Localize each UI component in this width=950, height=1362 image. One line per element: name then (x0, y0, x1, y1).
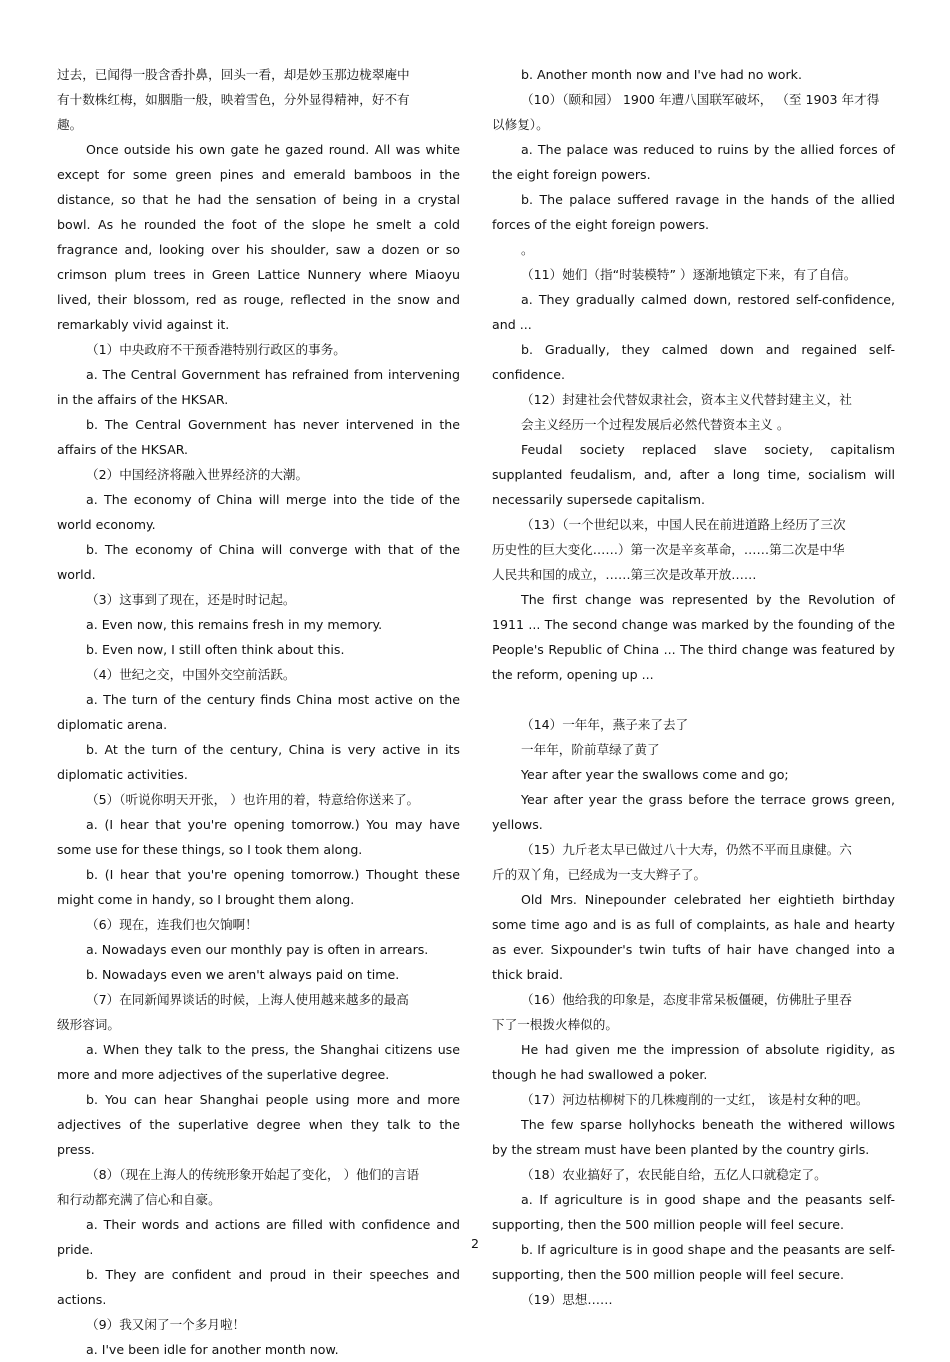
english-translation-paragraph: b. The Central Government has never intervened in the affairs of the HKSAR. (57, 417, 460, 457)
english-translation-paragraph: a. If agriculture is in good shape and the peasants self-supporting, then the 500 million people will feel secure. (492, 1192, 895, 1232)
chinese-source-line: （8）（现在上海人的传统形象开始起了变化， ）他们的言语 (86, 1167, 420, 1182)
english-translation-paragraph: Old Mrs. Ninepounder celebrated her eightieth birthday some time ago and is as full of complaints, as hale and hearty as ever. Sixpounder's twin tufts of hair have changed into a thick braid. (492, 892, 895, 982)
chinese-source-line: （19）思想…… (521, 1292, 613, 1307)
chinese-source-line: 下了一根拨火棒似的。 (492, 1017, 618, 1032)
chinese-source-line: （2）中国经济将融入世界经济的大潮。 (86, 467, 309, 482)
chinese-source-line: （17）河边枯柳树下的几株瘦削的一丈红， 该是村女种的吧。 (521, 1092, 869, 1107)
chinese-source-line: 趣。 (57, 117, 83, 132)
chinese-source-line: 历史性的巨大变化……）第一次是辛亥革命，……第二次是中华 (492, 542, 845, 557)
english-translation-paragraph: a. They gradually calmed down, restored self-confidence, and ... (492, 292, 895, 332)
english-translation-paragraph: b. They are confident and proud in their speeches and actions. (57, 1267, 460, 1307)
page-number: 2 (470, 1236, 479, 1251)
english-translation-paragraph: b. At the turn of the century, China is very active in its diplomatic activities. (57, 742, 460, 782)
chinese-source-line: （13）（一个世纪以来，中国人民在前进道路上经历了三次 (521, 517, 846, 532)
english-translation-paragraph: Feudal society replaced slave society, capitalism supplanted feudalism, and, after a long time, socialism will necessarily supersede capitalism. (492, 442, 895, 507)
chinese-source-line: （1）中央政府不干预香港特别行政区的事务。 (86, 342, 346, 357)
english-translation-paragraph: a. Even now, this remains fresh in my memory. (86, 617, 383, 632)
chinese-source-line: （15）九斤老太早已做过八十大寿，仍然不平而且康健。六 (521, 842, 852, 857)
blank-line (492, 687, 895, 712)
chinese-source-line: （5）（听说你明天开张， ）也许用的着，特意给你送来了。 (86, 792, 420, 807)
english-translation-paragraph: b. Nowadays even we aren't always paid on time. (86, 967, 400, 982)
chinese-source-line: 过去，已闻得一股含香扑鼻，回头一看，却是妙玉那边栊翠庵中 (57, 67, 410, 82)
english-translation-paragraph: a. Their words and actions are filled with confidence and pride. (57, 1217, 460, 1257)
english-translation-paragraph: He had given me the impression of absolute rigidity, as though he had swallowed a poker. (492, 1042, 895, 1082)
chinese-source-line: 级形容词。 (57, 1017, 120, 1032)
chinese-source-line: 一年年，阶前草绿了黄了 (521, 742, 660, 757)
chinese-source-line: （4）世纪之交，中国外交空前活跃。 (86, 667, 296, 682)
chinese-source-line: 斤的双丫角，已经成为一支大辫子了。 (492, 867, 707, 882)
chinese-source-line: 以修复）。 (492, 117, 549, 132)
english-translation-paragraph: b. You can hear Shanghai people using more and more adjectives of the superlative degree when they talk to the press. (57, 1092, 460, 1157)
english-translation-paragraph: a. I've been idle for another month now. (86, 1342, 339, 1357)
english-translation-paragraph: b. (I hear that you're opening tomorrow.) Thought these might come in handy, so I brought them along. (57, 867, 460, 907)
chinese-source-line: 和行动都充满了信心和自豪。 (57, 1192, 221, 1207)
left-column (57, 62, 460, 1362)
english-translation-paragraph: Once outside his own gate he gazed round. All was white except for some green pines and emerald bamboos in the distance, so that he had the sensation of being in a crystal bowl. As he rounded the foot of the slope he smelt a cold fragrance and, looking over his shoulder, saw a dozen or so crimson plum trees in Green Lattice Nunnery where Miaoyu lived, their blossom, red as rouge, reflected in the snow and remarkably vivid against it. (57, 142, 460, 332)
english-translation-paragraph: b. The palace suffered ravage in the hands of the allied forces of the eight foreign powers. (492, 192, 895, 232)
chinese-source-line: （14）一年年，燕子来了去了 (521, 717, 689, 732)
right-column (492, 62, 895, 1312)
english-translation-paragraph: a. Nowadays even our monthly pay is often in arrears. (86, 942, 429, 957)
english-translation-paragraph: b. Another month now and I've had no work. (521, 67, 802, 82)
english-translation-paragraph: b. Gradually, they calmed down and regained self-confidence. (492, 342, 895, 382)
chinese-source-line: （7）在同新闻界谈话的时候，上海人使用越来越多的最高 (86, 992, 409, 1007)
english-translation-paragraph: a. (I hear that you're opening tomorrow.) You may have some use for these things, so I took them along. (57, 817, 460, 857)
chinese-source-line: （6）现在，连我们也欠饷啊！ (86, 917, 258, 932)
chinese-source-line: （3）这事到了现在，还是时时记起。 (86, 592, 296, 607)
chinese-source-line: （18）农业搞好了，农民能自给，五亿人口就稳定了。 (521, 1167, 827, 1182)
english-translation-paragraph: a. The palace was reduced to ruins by the allied forces of the eight foreign powers. (492, 142, 895, 182)
chinese-source-line: 会主义经历一个过程发展后必然代替资本主义 。 (521, 417, 790, 432)
chinese-source-line: （16）他给我的印象是，态度非常呆板僵硬，仿佛肚子里吞 (521, 992, 852, 1007)
chinese-source-line: 有十数株红梅，如胭脂一般，映着雪色，分外显得精神，好不有 (57, 92, 410, 107)
chinese-source-line: 。 (521, 242, 534, 257)
english-translation-paragraph: The few sparse hollyhocks beneath the withered willows by the stream must have been planted by the country girls. (492, 1117, 895, 1157)
english-translation-paragraph: Year after year the swallows come and go; (521, 767, 789, 782)
english-translation-paragraph: b. If agriculture is in good shape and the peasants are self-supporting, then the 500 million people will feel secure. (492, 1242, 895, 1282)
english-translation-paragraph: a. The turn of the century finds China most active on the diplomatic arena. (57, 692, 460, 732)
english-translation-paragraph: a. When they talk to the press, the Shanghai citizens use more and more adjectives of the superlative degree. (57, 1042, 460, 1082)
english-translation-paragraph: The first change was represented by the Revolution of 1911 ... The second change was marked by the founding of the People's Republic of China ... The third change was featured by the reform, opening up ... (492, 592, 895, 682)
chinese-source-line: （11）她们（指“时装模特” ）逐渐地镇定下来，有了自信。 (521, 267, 857, 282)
english-translation-paragraph: Year after year the grass before the terrace grows green, yellows. (492, 792, 895, 832)
english-translation-paragraph: a. The Central Government has refrained from intervening in the affairs of the HKSAR. (57, 367, 460, 407)
english-translation-paragraph: b. Even now, I still often think about this. (86, 642, 345, 657)
chinese-source-line: （10）（颐和园） 1900 年遭八国联军破坏， （至 1903 年才得 (521, 92, 880, 107)
english-translation-paragraph: a. The economy of China will merge into the tide of the world economy. (57, 492, 460, 532)
chinese-source-line: 人民共和国的成立，……第三次是改革开放…… (492, 567, 757, 582)
chinese-source-line: （9）我又闲了一个多月啦！ (86, 1317, 246, 1332)
english-translation-paragraph: b. The economy of China will converge with that of the world. (57, 542, 460, 582)
chinese-source-line: （12）封建社会代替奴隶社会，资本主义代替封建主义，社 (521, 392, 852, 407)
